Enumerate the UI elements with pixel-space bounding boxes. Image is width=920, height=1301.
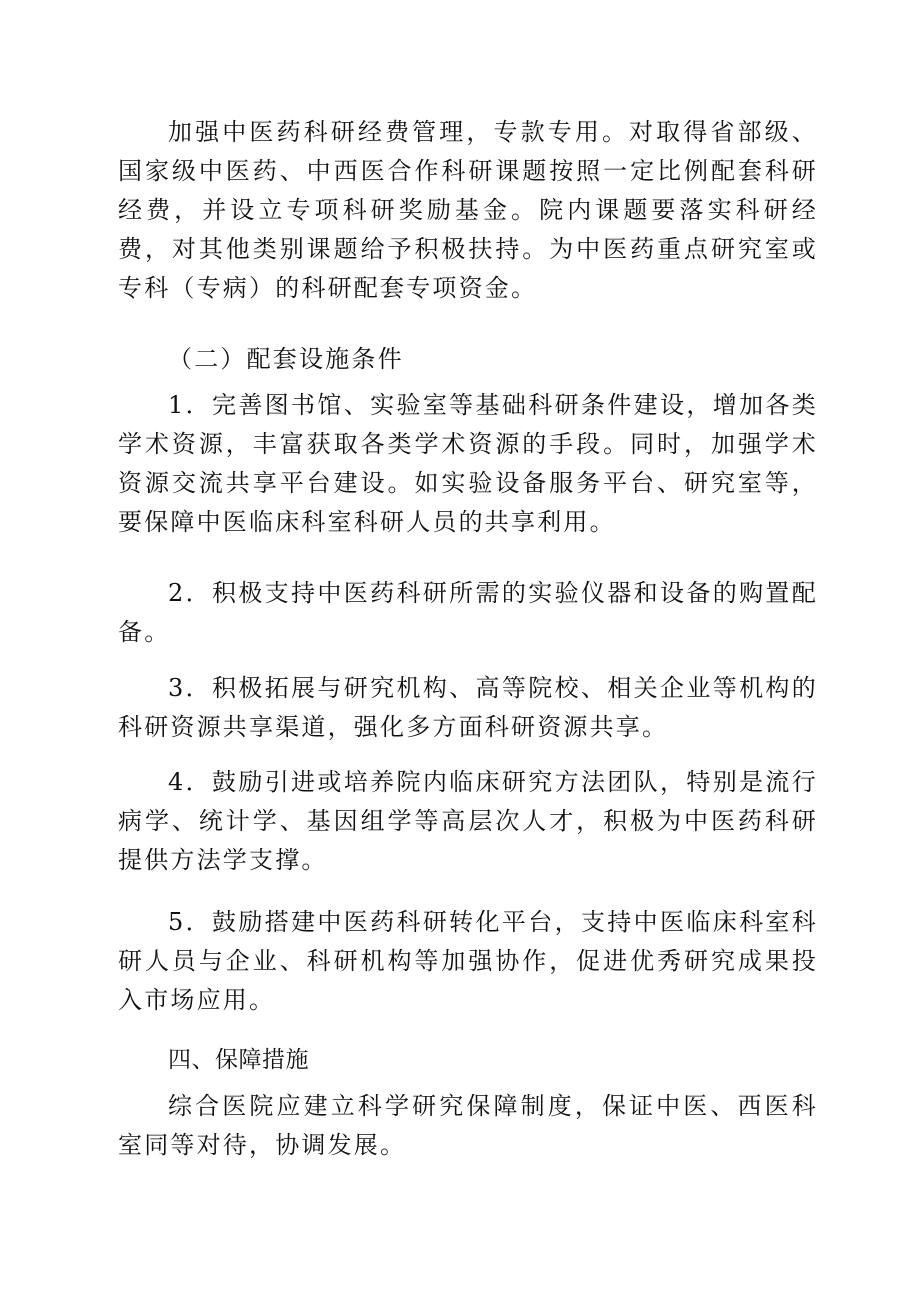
list-item-4: 4．鼓励引进或培养院内临床研究方法团队，特别是流行病学、统计学、基因组学等高层次人才，积极为中医药科研提供方法学支撑。 xyxy=(118,768,818,874)
paragraph-research-funding: 加强中医药科研经费管理，专款专用。对取得省部级、国家级中医药、中西医合作科研课题按照一定比例配套科研经费，并设立专项科研奖励基金。院内课题要落实科研经费，对其他类别课题给予积极扶持。为中医药重点研究室或专科（专病）的科研配套专项资金。 xyxy=(118,118,818,302)
list-item-2: 2．积极支持中医药科研所需的实验仪器和设备的购置配备。 xyxy=(118,579,818,646)
section-heading-facilities: （二）配套设施条件 xyxy=(168,345,404,373)
list-item-1: 1．完善图书馆、实验室等基础科研条件建设，增加各类学术资源，丰富获取各类学术资源的手段。同时，加强学术资源交流共享平台建设。如实验设备服务平台、研究室等，要保障中医临床科室科研人员的共享利用。 xyxy=(118,391,818,536)
list-item-3: 3．积极拓展与研究机构、高等院校、相关企业等机构的科研资源共享渠道，强化多方面科研资源共享。 xyxy=(118,674,818,741)
section-heading-guarantee: 四、保障措施 xyxy=(168,1047,309,1073)
list-item-5: 5．鼓励搭建中医药科研转化平台，支持中医临床科室科研人员与企业、科研机构等加强协作，促进优秀研究成果投入市场应用。 xyxy=(118,908,818,1014)
paragraph-guarantee: 综合医院应建立科学研究保障制度，保证中医、西医科室同等对待，协调发展。 xyxy=(118,1092,818,1159)
